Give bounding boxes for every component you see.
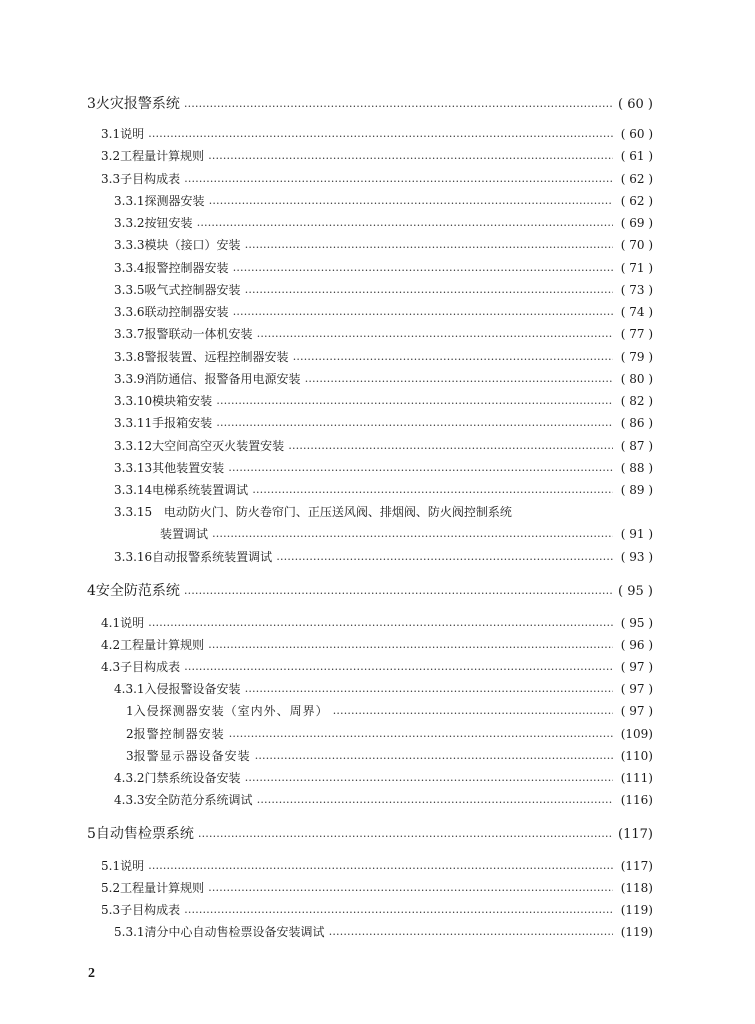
entry-title: 消防通信、报警备用电源安装 [144,372,301,386]
dot-leader [233,304,613,316]
entry-page: ( 96 ) [620,638,653,652]
entry-page: (109) [620,727,653,741]
toc-section [101,125,653,142]
toc-section [101,170,653,187]
dot-leader [184,582,613,596]
entry-title: 子目构成表 [120,660,181,674]
dot-leader [233,260,613,272]
entry-page: ( 95 ) [620,616,653,630]
toc-item [126,702,653,719]
entry-page: ( 60 ) [618,97,653,112]
entry-title: 说明 [120,616,145,630]
entry-number: 3.3.13 [114,461,153,475]
entry-page: ( 82 ) [620,394,653,408]
entry-title: 安全防范分系统调试 [144,793,253,807]
entry-number: 3.3.12 [114,439,153,453]
entry-number: 3.3.4 [114,261,145,275]
entry-page: ( 74 ) [620,305,653,319]
entry-title: 电梯系统装置调试 [152,483,249,497]
entry-title: 自动售检票系统 [95,826,194,842]
entry-number: 3.3.5 [114,283,145,297]
dot-leader [228,460,613,472]
entry-page: ( 95 ) [618,584,653,599]
page-number: 2 [88,966,95,981]
toc-subsection [114,791,653,808]
toc-subsection [114,281,653,298]
entry-number: 4.1 [101,616,121,630]
entry-page: ( 70 ) [620,238,653,252]
entry-title: 电动防火门、防火卷帘门、正压送风阀、排烟阀、防火阀控制系统 [163,505,512,519]
dot-leader [148,126,613,138]
dot-leader [208,637,613,649]
entry-number: 3.1 [101,127,121,141]
entry-title: 子目构成表 [120,172,181,186]
dot-leader [208,880,613,892]
toc-subsection [114,923,653,940]
dot-leader [197,215,613,227]
entry-page: (117) [620,859,653,873]
toc-subsection [114,259,653,276]
entry-number: 5 [87,826,96,842]
entry-page: (117) [618,827,653,842]
dot-leader [209,193,613,205]
dot-leader [293,349,613,361]
toc-subsection [114,214,653,231]
entry-number: 3.3.11 [114,416,153,430]
entry-number: 3.2 [101,149,121,163]
entry-title: 其他装置安装 [152,461,225,475]
toc-section [101,658,653,675]
entry-title: 说明 [120,127,145,141]
toc-chapter [87,93,653,113]
entry-page: ( 80 ) [620,372,653,386]
toc-subsection [114,548,653,565]
toc-subsection [114,481,653,498]
entry-title: 清分中心自动售检票设备安装调试 [144,925,325,939]
entry-number: 3.3.14 [114,483,153,497]
entry-title: 工程量计算规则 [120,881,205,895]
dot-leader [257,326,613,338]
entry-page: ( 89 ) [620,483,653,497]
dot-leader [184,902,613,914]
entry-number: 5.3.1 [114,925,145,939]
entry-number: 3.3.15 [114,505,153,519]
entry-title: 报警联动一体机安装 [144,327,253,341]
toc-subsection [114,303,653,320]
dot-leader [245,681,613,693]
entry-number: 4.3 [101,660,121,674]
toc-subsection-multiline [114,503,512,520]
entry-number: 5.3 [101,903,121,917]
entry-number: 5.2 [101,881,121,895]
dot-leader [148,858,613,870]
entry-number: 3.3.16 [114,550,153,564]
dot-leader [245,237,613,249]
entry-title: 工程量计算规则 [120,638,205,652]
entry-number: 4 [87,583,96,599]
entry-page: ( 97 ) [620,704,653,718]
toc-subsection [114,348,653,365]
entry-title: 模块箱安装 [152,394,213,408]
entry-number: 3.3.9 [114,372,145,386]
entry-number: 3 [87,96,96,112]
toc-subsection [114,437,653,454]
dot-leader [252,482,613,494]
entry-page: (110) [620,749,653,763]
entry-number: 4.2 [101,638,121,652]
entry-title: 门禁系统设备安装 [144,771,241,785]
entry-page: (119) [620,903,653,917]
dot-leader [212,526,613,538]
entry-number: 4.3.1 [114,682,145,696]
dot-leader [216,415,613,427]
entry-title: 按钮安装 [144,216,193,230]
dot-leader [198,825,613,839]
entry-number: 3.3.8 [114,350,145,364]
entry-number: 3.3.7 [114,327,145,341]
entry-title: 说明 [120,859,145,873]
entry-title: 联动控制器安装 [144,305,229,319]
entry-page: ( 91 ) [620,527,653,541]
toc-chapter [87,580,653,600]
toc-item [126,725,653,742]
entry-title: 大空间高空灭火装置安装 [152,439,285,453]
toc-section [101,879,653,896]
toc-section [101,614,653,631]
toc-section [101,857,653,874]
entry-title: 手报箱安装 [152,416,213,430]
entry-title: 子目构成表 [120,903,181,917]
entry-page: ( 69 ) [620,216,653,230]
toc-subsection [114,236,653,253]
entry-number: 3.3.6 [114,305,145,319]
entry-number: 1 [126,704,134,718]
entry-title: 报警控制器安装 [144,261,229,275]
entry-number: 4.3.3 [114,793,145,807]
entry-title: 报警控制器安装 [133,727,225,741]
dot-leader [245,282,613,294]
entry-page: (119) [620,925,653,939]
entry-page: ( 79 ) [620,350,653,364]
entry-number: 3 [126,749,134,763]
toc-subsection [114,769,653,786]
toc-section [101,147,653,164]
entry-title: 探测器安装 [144,194,205,208]
dot-leader [333,703,613,715]
toc-subsection [114,680,653,697]
entry-page: (118) [620,881,653,895]
toc-chapter [87,823,653,843]
dot-leader [288,438,613,450]
entry-page: ( 97 ) [620,660,653,674]
toc-item [126,747,653,764]
entry-page: (116) [620,793,653,807]
entry-title: 吸气式控制器安装 [144,283,241,297]
entry-title: 入侵报警设备安装 [144,682,241,696]
dot-leader [216,393,613,405]
entry-title-continued: 装置调试 [160,527,209,541]
toc-subsection [114,414,653,431]
entry-number: 3.3.1 [114,194,145,208]
toc-section [101,901,653,918]
dot-leader [184,171,613,183]
entry-page: ( 73 ) [620,283,653,297]
entry-number: 3.3.3 [114,238,145,252]
dot-leader [276,549,613,561]
toc-subsection-continuation [160,525,653,542]
entry-title: 工程量计算规则 [120,149,205,163]
entry-title: 火灾报警系统 [95,96,180,112]
toc-section [101,636,653,653]
entry-number: 3.3 [101,172,121,186]
toc-subsection [114,459,653,476]
dot-leader [208,148,613,160]
entry-title: 警报装置、远程控制器安装 [144,350,289,364]
entry-page: ( 87 ) [620,439,653,453]
entry-page: ( 62 ) [620,194,653,208]
entry-page: ( 86 ) [620,416,653,430]
entry-page: ( 60 ) [620,127,653,141]
dot-leader [305,371,613,383]
entry-title: 入侵探测器安装（室内外、周界） [133,704,329,718]
entry-title: 报警显示器设备安装 [133,749,251,763]
entry-number: 3.3.2 [114,216,145,230]
entry-title: 模块（接口）安装 [144,238,241,252]
entry-page: ( 61 ) [620,149,653,163]
dot-leader [255,748,613,760]
entry-title: 安全防范系统 [95,583,180,599]
entry-page: ( 62 ) [620,172,653,186]
dot-leader [229,726,613,738]
entry-page: (111) [620,771,653,785]
dot-leader [329,924,613,936]
entry-number: 3.3.10 [114,394,153,408]
dot-leader [148,615,613,627]
dot-leader [184,95,613,109]
entry-page: ( 97 ) [620,682,653,696]
entry-number: 5.1 [101,859,121,873]
entry-page: ( 77 ) [620,327,653,341]
dot-leader [245,770,613,782]
entry-page: ( 93 ) [620,550,653,564]
entry-number: 2 [126,727,134,741]
entry-title: 自动报警系统装置调试 [152,550,273,564]
toc-subsection [114,325,653,342]
entry-page: ( 71 ) [620,261,653,275]
toc-subsection [114,392,653,409]
entry-number: 4.3.2 [114,771,145,785]
toc-subsection [114,192,653,209]
entry-page: ( 88 ) [620,461,653,475]
dot-leader [184,659,613,671]
toc-subsection [114,370,653,387]
dot-leader [257,792,613,804]
